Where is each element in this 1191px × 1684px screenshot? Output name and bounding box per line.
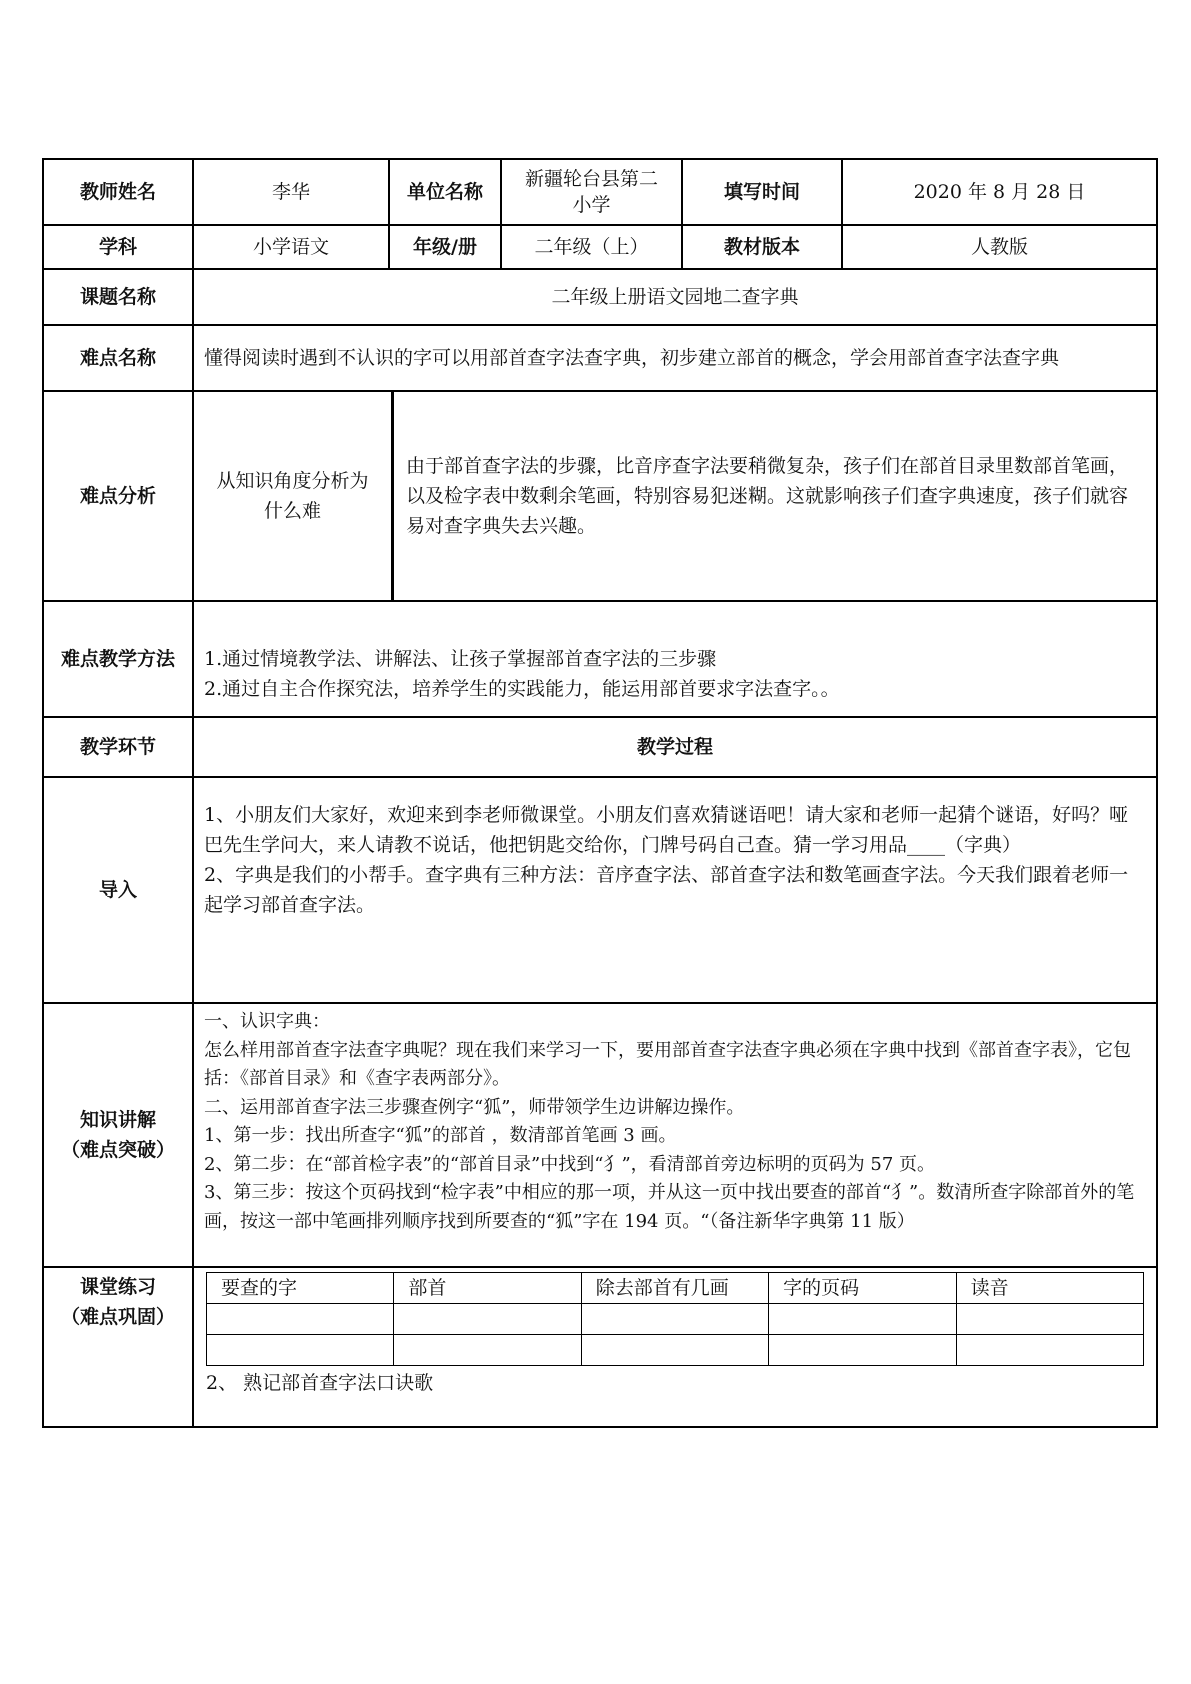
intro-row	[43, 777, 1157, 1003]
method-line-2: 2.通过自主合作探究法，培养学生的实践能力，能运用部首要求字法查字。。	[204, 678, 840, 700]
practice-cell-input[interactable]	[394, 1335, 581, 1366]
practice-col-pinyin: 读音	[956, 1273, 1143, 1304]
knowledge-label	[43, 1003, 193, 1267]
analysis-cell	[193, 391, 1157, 601]
knowledge-row	[43, 1003, 1157, 1267]
topic-row	[43, 269, 1157, 325]
practice-cell-input[interactable]	[207, 1335, 394, 1366]
table-row	[207, 1335, 1144, 1366]
subject-label: 学科	[43, 225, 193, 269]
practice-row	[43, 1267, 1157, 1427]
analysis-sublabel: 从知识角度分析为什么难	[194, 392, 394, 600]
practice-cell	[193, 1267, 1157, 1427]
practice-cell-input[interactable]	[769, 1304, 956, 1335]
teacher-label: 教师姓名	[43, 159, 193, 225]
analysis-row	[43, 391, 1157, 601]
practice-label-line-1: 课堂练习	[79, 1276, 156, 1298]
process-label: 教学环节	[43, 717, 193, 777]
knowledge-line-2: 怎么样用部首查字法查字典呢？现在我们来学习一下，要用部首查字法查字典必须在字典中找到《部首查字表》，它包括：《部首目录》和《查字表两部分》。	[204, 1039, 1131, 1089]
practice-label-line-2: （难点巩固）	[60, 1306, 175, 1328]
header-row-1	[43, 159, 1157, 225]
lesson-plan-table	[42, 158, 1158, 1428]
method-label: 难点教学方法	[43, 601, 193, 717]
practice-cell-input[interactable]	[207, 1304, 394, 1335]
subject-value: 小学语文	[193, 225, 389, 269]
lesson-plan-sheet	[42, 158, 1156, 1428]
difficulty-row	[43, 325, 1157, 391]
analysis-value: 由于部首查字法的步骤，比音序查字法要稍微复杂，孩子们在部首目录里数部首笔画，以及检字表中数剩余笔画，特别容易犯迷糊。这就影响孩子们查字典速度，孩子们就容易对查字典失去兴趣。	[406, 455, 1129, 537]
knowledge-line-6: 3、第三步：按这个页码找到“检字表”中相应的那一项，并从这一页中找出要查的部首“犭”。数清所查字除部首外的笔画，按这一部中笔画排列顺序找到所要查的“狐”字在 194 页。“（备注新华字典第 11 版）	[204, 1182, 1135, 1232]
method-value	[193, 601, 1157, 717]
knowledge-line-3: 二、运用部首查字法三步骤查例字“狐”，师带领学生边讲解边操作。	[204, 1096, 745, 1118]
practice-table-header	[207, 1273, 1144, 1304]
edition-label: 教材版本	[682, 225, 842, 269]
method-row	[43, 601, 1157, 717]
practice-cell-input[interactable]	[769, 1335, 956, 1366]
practice-cell-input[interactable]	[956, 1335, 1143, 1366]
practice-col-strokes: 除去部首有几画	[581, 1273, 768, 1304]
grade-label: 年级/册	[389, 225, 501, 269]
practice-table	[206, 1272, 1144, 1366]
time-label: 填写时间	[682, 159, 842, 225]
knowledge-line-1: 一、认识字典：	[204, 1011, 330, 1032]
practice-cell-input[interactable]	[581, 1335, 768, 1366]
analysis-label: 难点分析	[43, 391, 193, 601]
practice-cell-input[interactable]	[394, 1304, 581, 1335]
intro-line-1: 1、小朋友们大家好，欢迎来到李老师微课堂。小朋友们喜欢猜谜语吧！请大家和老师一起猜个谜语，好吗？哑巴先生学问大，来人请教不说话，他把钥匙交给你，门牌号码自己查。猜一学习用品____（字典）	[204, 804, 1129, 856]
table-row	[207, 1304, 1144, 1335]
knowledge-line-5: 2、第二步：在“部首检字表”的“部首目录”中找到“犭”，看清部首旁边标明的页码为 57 页。	[204, 1153, 936, 1175]
time-value: 2020 年 8 月 28 日	[842, 159, 1157, 225]
grade-value: 二年级（上）	[501, 225, 682, 269]
topic-value: 二年级上册语文园地二查字典	[193, 269, 1157, 325]
header-row-2	[43, 225, 1157, 269]
knowledge-label-line-1: 知识讲解	[79, 1109, 156, 1131]
unit-value: 新疆轮台县第二小学	[501, 159, 682, 225]
intro-value	[193, 777, 1157, 1003]
practice-cell-input[interactable]	[581, 1304, 768, 1335]
process-title: 教学过程	[193, 717, 1157, 777]
practice-cell-input[interactable]	[956, 1304, 1143, 1335]
analysis-box	[194, 392, 1156, 600]
method-line-1: 1.通过情境教学法、讲解法、让孩子掌握部首查字法的三步骤	[204, 648, 717, 670]
topic-label: 课题名称	[43, 269, 193, 325]
intro-line-2: 2、字典是我们的小帮手。查字典有三种方法：音序查字法、部首查字法和数笔画查字法。今天我们跟着老师一起学习部首查字法。	[204, 864, 1129, 916]
practice-col-radical: 部首	[394, 1273, 581, 1304]
edition-value: 人教版	[842, 225, 1157, 269]
practice-col-page: 字的页码	[769, 1273, 956, 1304]
unit-label: 单位名称	[389, 159, 501, 225]
intro-label: 导入	[43, 777, 193, 1003]
process-header-row	[43, 717, 1157, 777]
teacher-value: 李华	[193, 159, 389, 225]
knowledge-label-line-2: （难点突破）	[60, 1139, 175, 1161]
analysis-text-wrap	[394, 392, 1156, 600]
knowledge-line-4: 1、第一步：找出所查字“狐”的部首 ，数清部首笔画 3 画。	[204, 1125, 677, 1146]
practice-label	[43, 1267, 193, 1427]
practice-note: 2、 熟记部首查字法口诀歌	[206, 1372, 434, 1394]
difficulty-label: 难点名称	[43, 325, 193, 391]
practice-col-char: 要查的字	[207, 1273, 394, 1304]
knowledge-value	[193, 1003, 1157, 1267]
difficulty-value: 懂得阅读时遇到不认识的字可以用部首查字法查字典，初步建立部首的概念，学会用部首查字法查字典	[193, 325, 1157, 391]
